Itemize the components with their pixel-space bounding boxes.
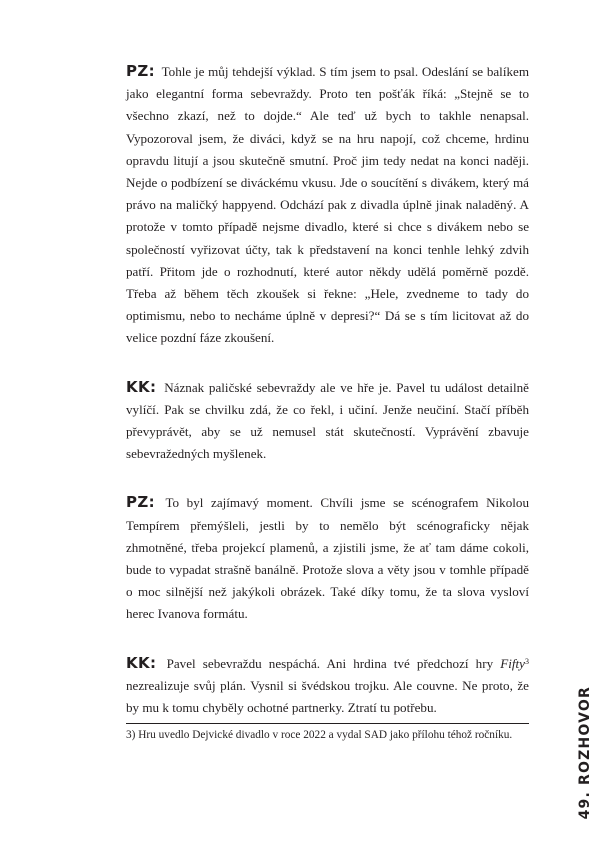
- footnote-mark: 3): [126, 729, 136, 741]
- paragraph-text: Náznak paličské sebevraždy ale ve hře je. Pavel tu událost detailně vylíčí. Pak se chvilku zdá, že co řekl, i učiní. Jenže neučiní. Stačí příběh převyprávět, aby se už nemusel stát skutečností. Vyprávění zbavuje sebevražedných myšlenek.: [126, 379, 529, 462]
- footnote-reference[interactable]: 3: [524, 656, 529, 666]
- speaker-label: PZ:: [126, 62, 156, 80]
- speaker-label: KK:: [126, 653, 157, 672]
- paragraph-text: Tohle je můj tehdejší výklad. S tím jsem to psal. Odeslání se balíkem jako elegantní forma sebevraždy. Proto ten pošťák říká: „Stejně se to všechno zkazí, než to dojde.“ Ale teď už bych to takhle nenapsal. Vypozoroval jsem, že diváci, když se na hru napojí, což chceme, hrdinu opravdu litují a jsou skutečně smutní. Proč jim tedy nedat na konci naději. Nejde o podbízení se diváckému vkusu. Jde o soucítění s divákem, který má právo na maličký happyend. Odchází pak z divadla úplně jinak naladěný. A protože v tomto případě nejsme divadlo, které si chce s divákem nebo se společností vyřizovat účty, tak k představení na konci tenhle lehký zdvih patří. Přitom jde o rozhodnutí, které autor někdy udělá poměrně pozdě. Třeba až během těch zkoušek si řekne: „Hele, zvedneme to tady do optimismu, nebo to necháme úplně v depresi?“ Dá se s tím licitovat až do velice pozdní fáze zkoušení.: [126, 64, 530, 346]
- speaker-label: KK:: [126, 377, 157, 396]
- footnote-text: Hru uvedlo Dejvické divadlo v roce 2022 a vydal SAD jako přílohu téhož ročníku.: [138, 729, 513, 741]
- footnote: [126, 727, 529, 744]
- interview-paragraph: [126, 60, 529, 350]
- interview-paragraph: [126, 376, 529, 466]
- footnote-divider: [126, 723, 529, 724]
- interview-paragraph: [126, 491, 529, 625]
- speaker-label: PZ:: [126, 493, 156, 512]
- article-body: [126, 60, 529, 745]
- play-title: Fifty: [500, 655, 525, 671]
- paragraph-text: To byl zajímavý moment. Chvíli jsme se scénografem Nikolou Tempírem přemýšleli, jestli by to nemělo být scénograficky nějak zhmotněné, třeba projekcí plamenů, a zjistili jsme, že ať tam dáme cokoli, bude to vypadat strašně banálně. Protože slova a věty jsou v tomhle případě o moc silnější než jakýkoli obrázek. Také díky tomu, že ta slova vysloví herec Ivanova formátu.: [126, 495, 529, 622]
- paragraph-text: Pavel sebevraždu nespáchá. Ani hrdina tvé předchozí hry: [166, 655, 501, 671]
- paragraph-text: nezrealizuje svůj plán. Vysnil si švédskou trojku. Ale couvne. Ne proto, že by mu k tomu chyběly ochotné partnerky. Ztratí tu potřebu.: [126, 677, 529, 716]
- page-section-label: 49. ROZHOVOR: [577, 685, 593, 819]
- interview-paragraph: [126, 652, 529, 720]
